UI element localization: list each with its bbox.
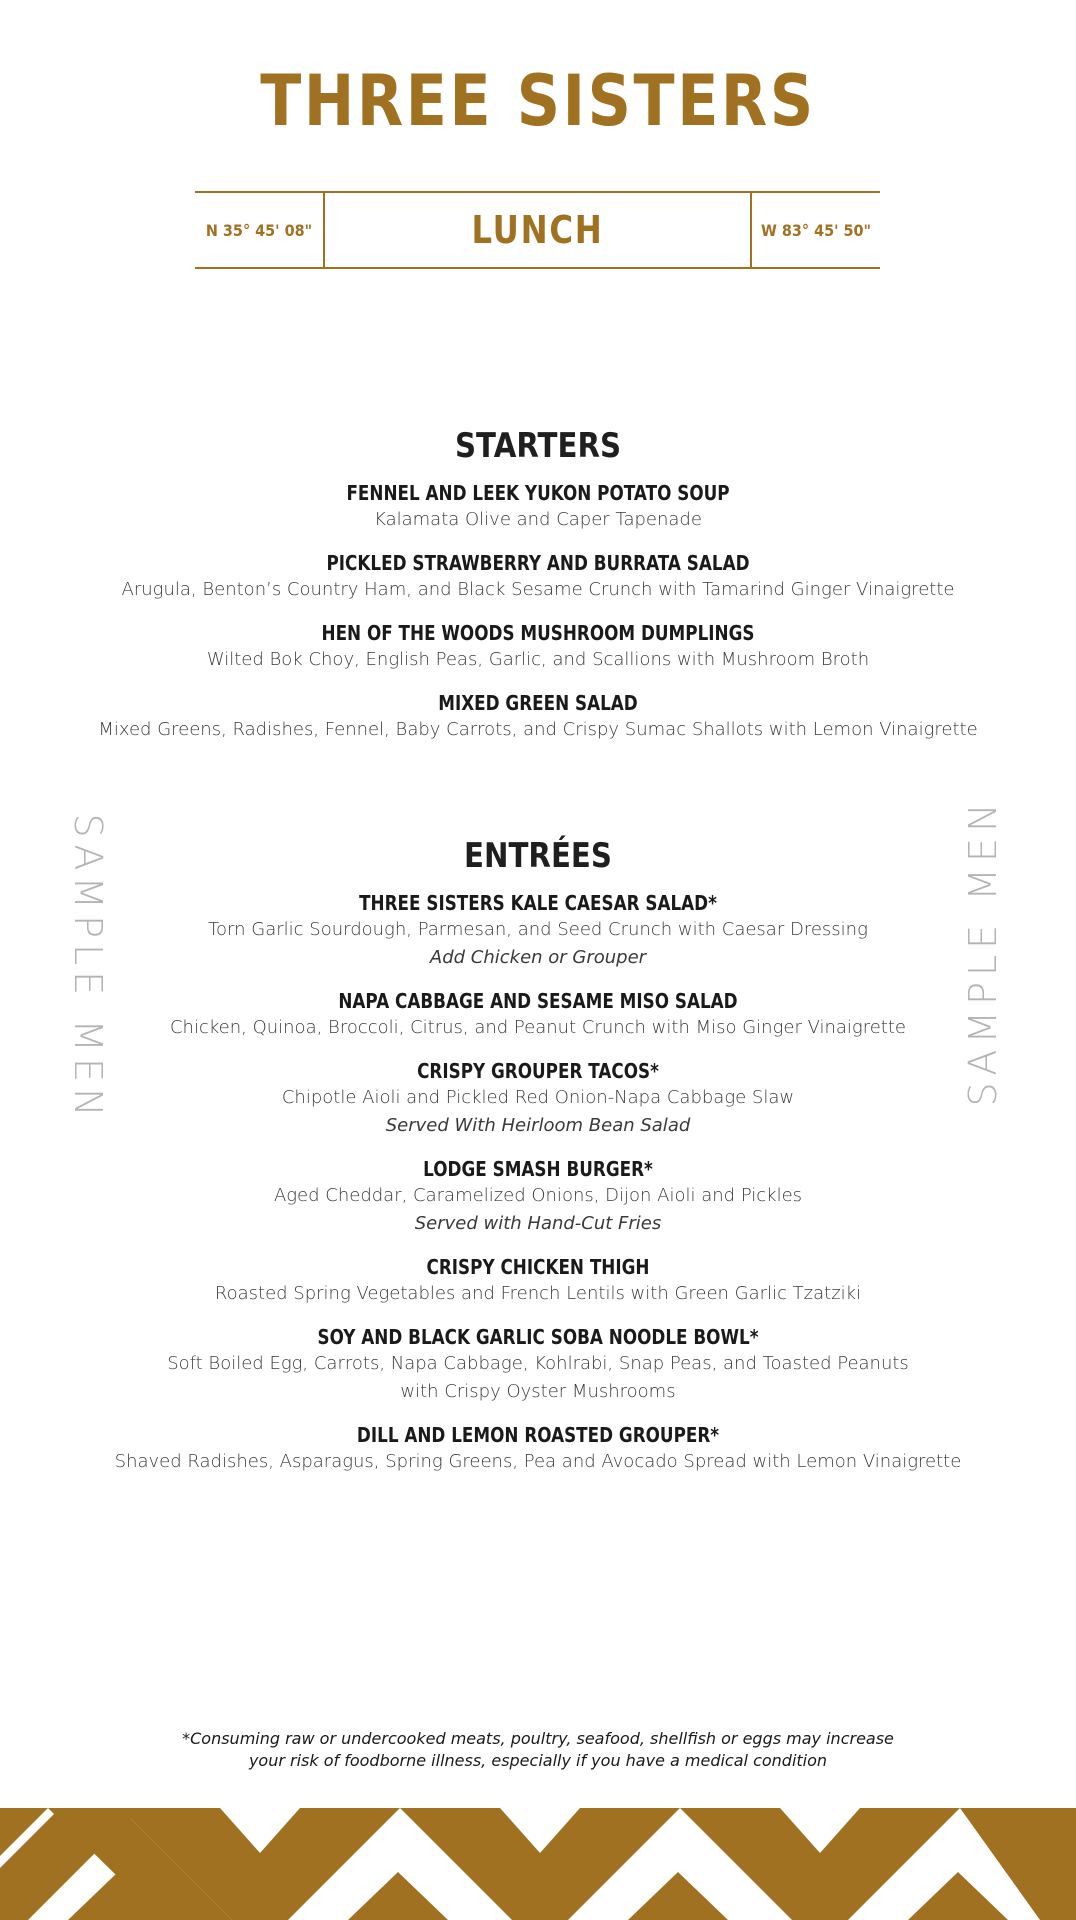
disclaimer-line: *Consuming raw or undercooked meats, poultry, seafood, shellfish or eggs may increase: [182, 1729, 894, 1748]
menu-item: [0, 1058, 1076, 1140]
item-note: Add Chicken or Grouper: [429, 947, 647, 968]
section-title-starters: STARTERS: [454, 426, 622, 466]
menu-item: [0, 620, 1076, 674]
starters-section: [0, 422, 1076, 760]
item-name: PICKLED STRAWBERRY AND BURRATA SALAD: [326, 551, 750, 575]
item-description: Chipotle Aioli and Pickled Red Onion-Napa Cabbage Slaw: [281, 1087, 795, 1108]
item-description: Kalamata Olive and Caper Tapenade: [374, 509, 702, 530]
watermark-right: SAMPLE MEN: [961, 797, 1005, 1107]
item-description: Wilted Bok Choy, English Peas, Garlic, and Scallions with Mushroom Broth: [206, 649, 870, 670]
menu-item: [0, 1422, 1076, 1476]
item-name: DILL AND LEMON ROASTED GROUPER*: [356, 1423, 720, 1447]
chevron-border: [0, 1808, 1076, 1920]
item-description: Shaved Radishes, Asparagus, Spring Greens, Pea and Avocado Spread with Lemon Vinaigrette: [114, 1451, 962, 1472]
entrees-section: [0, 832, 1076, 1492]
longitude-label: W 83° 45' 50": [750, 193, 880, 267]
meal-title: LUNCH: [471, 208, 604, 252]
item-name: LODGE SMASH BURGER*: [423, 1157, 653, 1181]
item-name: NAPA CABBAGE AND SESAME MISO SALAD: [338, 989, 738, 1013]
item-note: Served With Heirloom Bean Salad: [385, 1115, 691, 1136]
watermark-left: SAMPLE MEN: [66, 813, 110, 1123]
menu-item: [0, 690, 1076, 744]
latitude-label: N 35° 45' 08": [195, 193, 325, 267]
item-description: Torn Garlic Sourdough, Parmesan, and Seed Crunch with Caesar Dressing: [208, 919, 868, 940]
item-name: SOY AND BLACK GARLIC SOBA NOODLE BOWL*: [317, 1325, 759, 1349]
item-name: THREE SISTERS KALE CAESAR SALAD*: [359, 891, 717, 915]
item-name: FENNEL AND LEEK YUKON POTATO SOUP: [346, 481, 730, 505]
item-note: Served with Hand-Cut Fries: [414, 1213, 662, 1234]
meal-header-bar: [195, 191, 880, 269]
menu-item: [0, 480, 1076, 534]
item-name: CRISPY CHICKEN THIGH: [426, 1255, 650, 1279]
item-description: Chicken, Quinoa, Broccoli, Citrus, and Peanut Crunch with Miso Ginger Vinaigrette: [169, 1017, 906, 1038]
section-title-entrees: ENTRÉES: [464, 836, 612, 876]
disclaimer-line: your risk of foodborne illness, especially if you have a medical condition: [248, 1751, 828, 1770]
item-name: MIXED GREEN SALAD: [438, 691, 638, 715]
item-description: Soft Boiled Egg, Carrots, Napa Cabbage, Kohlrabi, Snap Peas, and Toasted Peanuts: [167, 1353, 909, 1374]
item-description: Mixed Greens, Radishes, Fennel, Baby Carrots, and Crispy Sumac Shallots with Lemon Vinaigrette: [98, 719, 978, 740]
food-safety-disclaimer: [0, 1728, 1076, 1772]
menu-item: [0, 988, 1076, 1042]
menu-item: [0, 1254, 1076, 1308]
menu-item: [0, 550, 1076, 604]
item-name: CRISPY GROUPER TACOS*: [417, 1059, 659, 1083]
restaurant-name: THREE SISTERS: [260, 60, 816, 142]
item-description: Arugula, Benton’s Country Ham, and Black Sesame Crunch with Tamarind Ginger Vinaigrette: [121, 579, 955, 600]
menu-item: [0, 1324, 1076, 1406]
menu-item: [0, 890, 1076, 972]
menu-item: [0, 1156, 1076, 1238]
item-name: HEN OF THE WOODS MUSHROOM DUMPLINGS: [321, 621, 755, 645]
item-description: Aged Cheddar, Caramelized Onions, Dijon Aioli and Pickles: [273, 1185, 803, 1206]
item-description: Roasted Spring Vegetables and French Lentils with Green Garlic Tzatziki: [214, 1283, 862, 1304]
item-description-continued: with Crispy Oyster Mushrooms: [400, 1381, 676, 1402]
chevron-pattern: [0, 1808, 1076, 1920]
